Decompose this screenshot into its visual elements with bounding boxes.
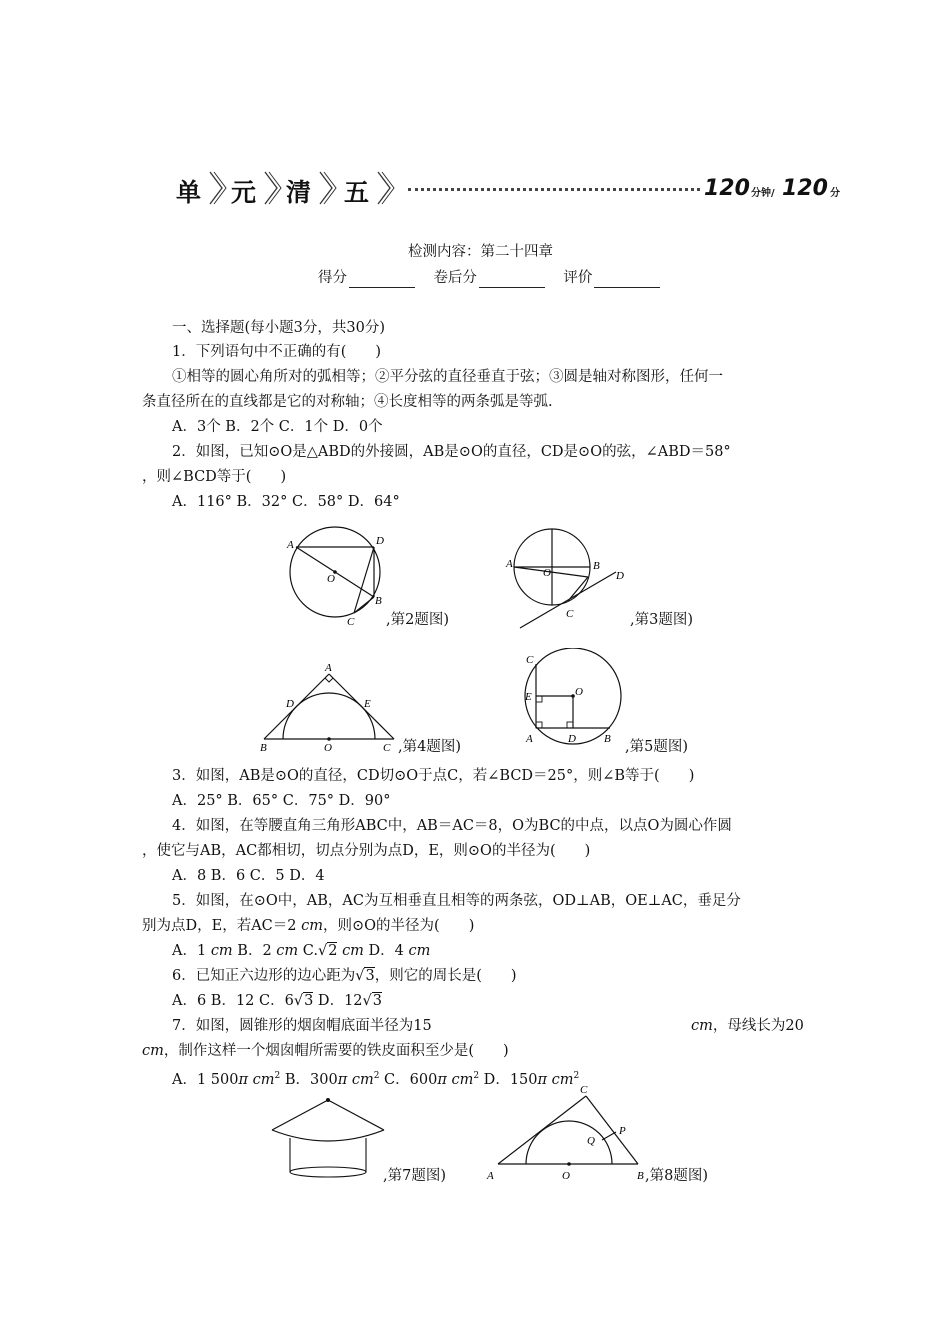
time-unit: 分钟/ (751, 188, 775, 199)
fig4-label-o: O (324, 742, 332, 754)
q4-line1: 4．如图，在等腰直角三角形ABC中，AB＝AC＝8，O为BC的中点，以点O为圆心作圆 (172, 818, 732, 834)
q6-options: A．6 B．12 C．6√3 D．12√3 (172, 993, 382, 1009)
q4-options: A．8 B．6 C．5 D．4 (172, 868, 325, 884)
q7-line1-tail: cm，母线长为20 (691, 1018, 804, 1034)
q1-line2: 条直径所在的直线都是它的对称轴；④长度相等的两条弧是等弧. (142, 394, 553, 410)
fig8-label-p: P (619, 1125, 626, 1137)
q3-options: A．25° B．65° C．75° D．90° (172, 793, 391, 809)
fig3-label-o: O (543, 567, 551, 579)
q1-options: A．3个 B．2个 C．1个 D．0个 (172, 419, 383, 435)
title-char-1: 单 (176, 178, 202, 207)
fig4-label-d: D (286, 698, 294, 710)
q2-line2: ，则∠BCD等于( ) (142, 469, 287, 485)
fig2-diagram (280, 522, 400, 632)
paper-score-label: 卷后分 (433, 270, 477, 286)
fig2-caption: ,第2题图) (386, 612, 449, 628)
fig3-diagram (502, 522, 632, 632)
fig8-label-b: B (637, 1170, 644, 1182)
title-char-3: 清 (286, 178, 312, 207)
header-dotted-rule (408, 188, 700, 191)
fig7-caption: ,第7题图) (383, 1168, 446, 1184)
q7-options: A．1 500π $cm^2$ B．300π $cm^2$ C．600π $cm^2$ D．150π $cm^2$ (172, 1071, 580, 1088)
fig8-diagram (482, 1082, 652, 1187)
fig2-label-b: B (375, 595, 382, 607)
fig3-label-a: A (506, 558, 513, 570)
q7-line2: cm，制作这样一个烟囱帽所需要的铁皮面积至少是( ) (142, 1043, 509, 1059)
q5-line2: 别为点D，E，若AC＝2 cm，则⊙O的半径为( ) (142, 918, 475, 934)
score-unit: 分 (830, 188, 840, 199)
fig2-label-c: C (347, 616, 355, 628)
sqrt-sign: √ (317, 943, 328, 959)
section-heading: 一、选择题(每小题3分，共30分) (172, 320, 385, 336)
fig7-diagram (262, 1090, 392, 1190)
fig4-label-e: E (364, 698, 371, 710)
score-line (318, 268, 660, 288)
fig4-caption: ,第4题图) (398, 739, 461, 755)
fig3-label-d: D (616, 570, 624, 582)
paper-score-blank[interactable] (479, 273, 545, 288)
q7-line1: 7．如图，圆锥形的烟囱帽底面半径为15 (172, 1018, 432, 1034)
fig3-label-b: B (593, 560, 600, 572)
fig5-diagram (518, 648, 630, 753)
fig2-label-a: A (287, 539, 294, 551)
fig5-label-e: E (525, 691, 532, 703)
q3-line1: 3．如图，AB是⊙O的直径，CD切⊙O于点C，若∠BCD＝25°，则∠B等于( ) (172, 768, 695, 784)
fig5-label-o: O (575, 686, 583, 698)
eval-blank[interactable] (594, 273, 660, 288)
fig4-diagram (256, 660, 406, 755)
time-value: 120 (704, 176, 750, 201)
score-blank[interactable] (349, 273, 415, 288)
fig2-label-d: D (376, 535, 384, 547)
fig5-label-a: A (526, 733, 533, 745)
fig3-caption: ,第3题图) (630, 612, 693, 628)
fig8-label-q: Q (587, 1135, 595, 1147)
fig8-label-a: A (487, 1170, 494, 1182)
q1-line1: ①相等的圆心角所对的弧相等；②平分弦的直径垂直于弦；③圆是轴对称图形，任何一 (172, 369, 723, 385)
q1-stem: 1．下列语句中不正确的有( ) (172, 344, 382, 360)
fig4-label-b: B (260, 742, 267, 754)
fig5-caption: ,第5题图) (625, 739, 688, 755)
score-label: 得分 (318, 270, 347, 286)
fig8-label-o: O (562, 1170, 570, 1182)
fig5-label-b: B (604, 733, 611, 745)
q2-options: A．116° B．32° C．58° D．64° (172, 494, 400, 510)
q2-line1: 2．如图，已知⊙O是△ABD的外接圆，AB是⊙O的直径，CD是⊙O的弦，∠ABD＝58° (172, 444, 731, 460)
fig4-label-c: C (383, 742, 391, 754)
fig2-label-o: O (327, 573, 335, 585)
q5-line1: 5．如图，在⊙O中，AB，AC为互相垂直且相等的两条弦，OD⊥AB，OE⊥AC，垂足分 (172, 893, 741, 909)
fig3-label-c: C (566, 608, 574, 620)
score-value: 120 (782, 176, 828, 201)
fig5-label-d: D (568, 733, 576, 745)
q6-stem: 6．已知正六边形的边心距为√3，则它的周长是( ) (172, 968, 517, 984)
eval-label: 评价 (563, 270, 593, 286)
q5-options: A．1 cm B．2 cm C.√2 cm D．4 cm (172, 943, 431, 959)
fig4-label-a: A (325, 662, 332, 674)
fig8-caption: ,第8题图) (645, 1168, 708, 1184)
fig5-label-c: C (526, 654, 534, 666)
title-char-4: 五 (344, 178, 370, 207)
q4-line2: ，使它与AB，AC都相切，切点分别为点D，E，则⊙O的半径为( ) (142, 843, 591, 859)
fig8-label-c: C (580, 1084, 588, 1096)
title-char-2: 元 (231, 178, 257, 207)
subtitle: 检测内容：第二十四章 (408, 244, 553, 260)
